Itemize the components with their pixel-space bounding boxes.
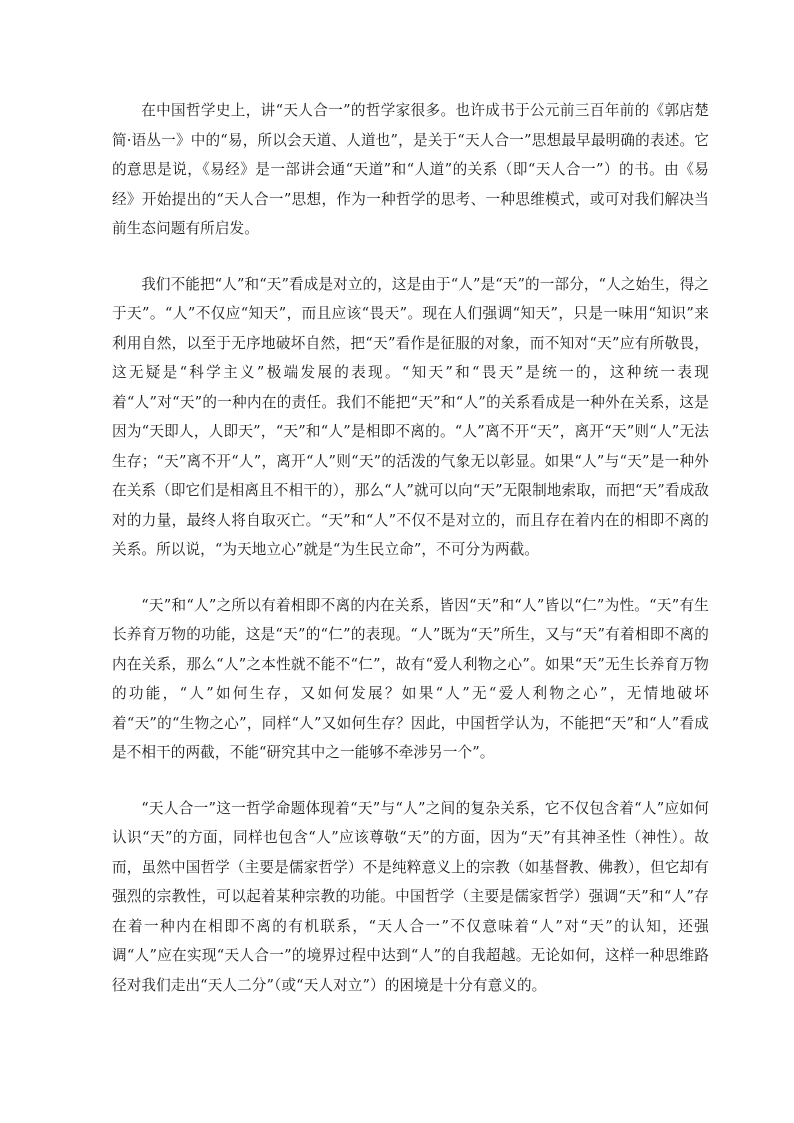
paragraph-4: “天人合一”这一哲学命题体现着“天”与“人”之间的复杂关系，它不仅包含着“人”应如何认识“天”的方面，同样也包含“人”应该尊敬“天”的方面，因为“天”有其神圣性（神性）。故而，虽然中国哲学（主要是儒家哲学）不是纯粹意义上的宗教（如基督教、佛教），但它却有强烈的宗教性，可以起着某种宗教的功能。中国哲学（主要是儒家哲学）强调“天”和“人”存在着一种内在相即不离的有机联系，“天人合一”不仅意味着“人”对“天”的认知，还强调“人”应在实现“天人合一”的境界过程中达到“人”的自我超越。无论如何，这样一种思维路径对我们走出“天人二分”（或“天人对立”）的困境是十分有意义的。 <box>112 799 709 994</box>
paragraph-2: 我们不能把“人”和“天”看成是对立的，这是由于“人”是“天”的一部分，“人之始生，得之于天”。“人”不仅应“知天”，而且应该“畏天”。现在人们强调“知天”，只是一味用“知识”来利用自然，以至于无序地破坏自然，把“天”看作是征服的对象，而不知对“天”应有所敬畏，这无疑是“科学主义”极端发展的表现。“知天”和“畏天”是统一的，这种统一表现着“人”对“天”的一种内在的责任。我们不能把“天”和“人”的关系看成是一种外在关系，这是因为“天即人，人即天”，“天”和“人”是相即不离的。“人”离不开“天”，离开“天”则“人”无法生存；“天”离不开“人”，离开“人”则“天”的活泼的气象无以彰显。如果“人”与“天”是一种外在关系（即它们是相离且不相干的），那么“人”就可以向“天”无限制地索取，而把“天”看成敌对的力量，最终人将自取灭亡。“天”和“人”不仅不是对立的，而且存在着内在的相即不离的关系。所以说，“为天地立心”就是“为生民立命”，不可分为两截。 <box>112 275 709 558</box>
document-body <box>112 96 709 1026</box>
paragraph-1: 在中国哲学史上，讲“天人合一”的哲学家很多。也许成书于公元前三百年前的《郭店楚简·语丛一》中的“易，所以会天道、人道也”，是关于“天人合一”思想最早最明确的表述。它的意思是说，《易经》是一部讲会通“天道”和“人道”的关系（即“天人合一”）的书。由《易经》开始提出的“天人合一”思想，作为一种哲学的思考、一种思维模式，或可对我们解决当前生态问题有所启发。 <box>112 102 709 237</box>
paragraph-3: “天”和“人”之所以有着相即不离的内在关系，皆因“天”和“人”皆以“仁”为性。“天”有生长养育万物的功能，这是“天”的“仁”的表现。“人”既为“天”所生，又与“天”有着相即不离的内在关系，那么“人”之本性就不能不“仁”，故有“爱人利物之心”。如果“天”无生长养育万物的功能，“人”如何生存，又如何发展？如果“人”无“爱人利物之心”，无情地破坏着“天”的“生物之心”，同样“人”又如何生存？因此，中国哲学认为，不能把“天”和“人”看成是不相干的两截，不能“研究其中之一能够不牵涉另一个”。 <box>112 596 709 761</box>
